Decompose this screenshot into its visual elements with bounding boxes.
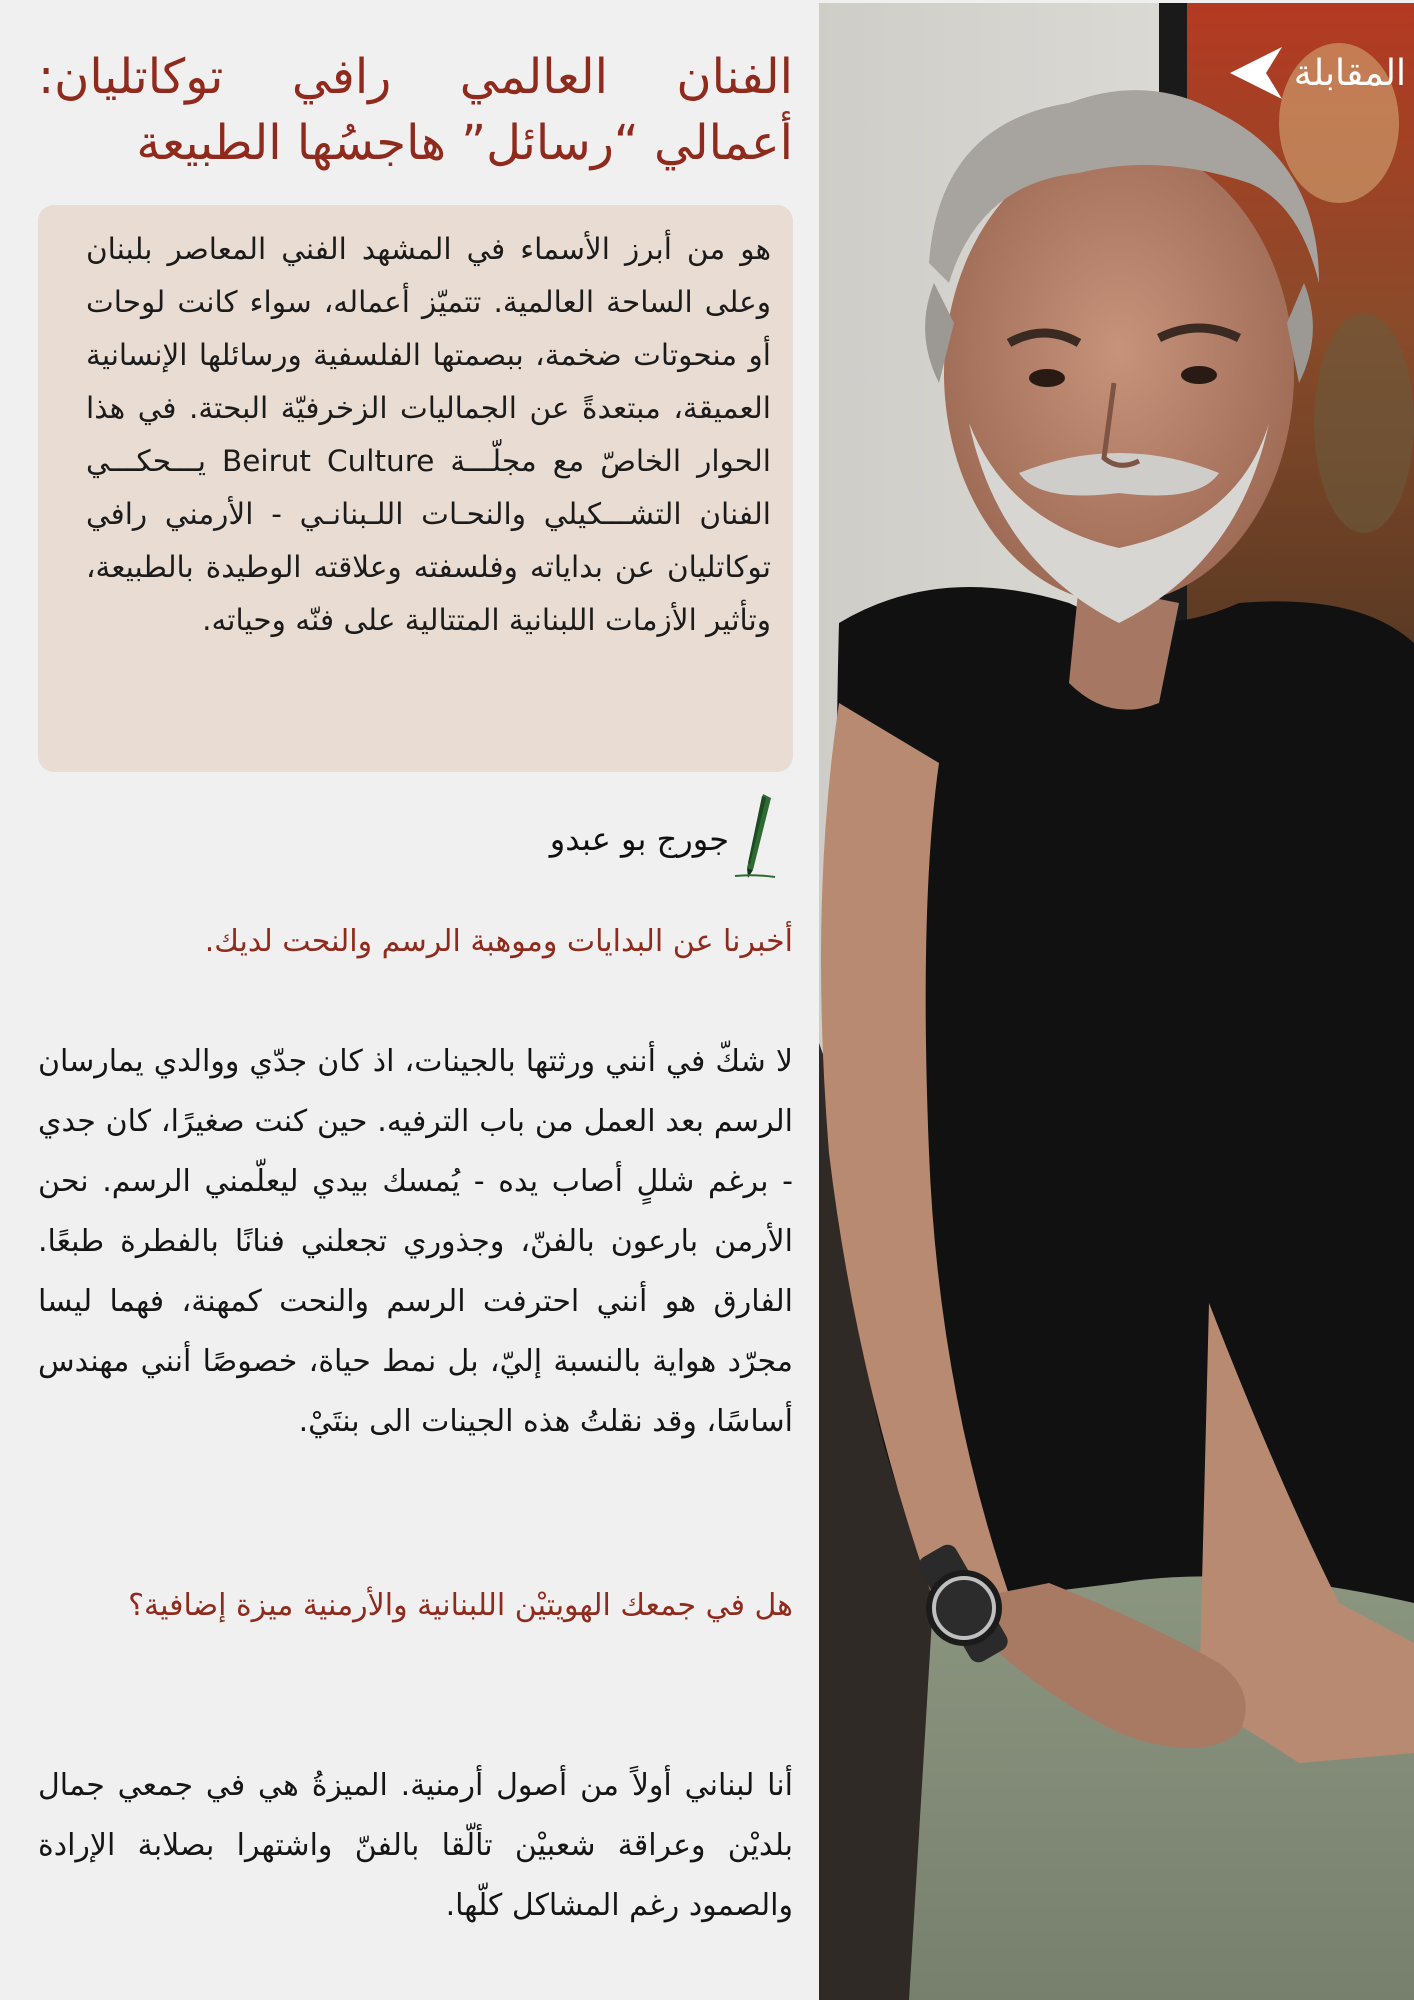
- answer-2: أنا لبناني أولاً من أصول أرمنية. الميزةُ هي في جمعي جمال بلديْن وعراقة شعبيْن تألّقا بالفنّ واشتهرا بصلابة الإرادة والصمود رغم المشاكل كلّها.: [38, 1768, 793, 1923]
- arrow-left-icon: [1226, 43, 1286, 103]
- title-line-1: الفنان العالمي رافي توكاتليان:: [38, 49, 793, 105]
- section-tag: [1226, 43, 1406, 103]
- section-tag-label: المقابلة: [1293, 52, 1406, 94]
- question-2: هل في جمعك الهويتيْن اللبنانية والأرمنية ميزة إضافية؟: [128, 1588, 793, 1623]
- portrait-illustration: [819, 3, 1414, 2000]
- article-column: [38, 0, 793, 2000]
- answer-1: لا شكّ في أنني ورثتها بالجينات، اذ كان جدّي ووالدي يمارسان الرسم بعد العمل من باب الترفيه. حين كنت صغيرًا، كان جدي - برغم شللٍ أصاب يده - يُمسك بيدي ليعلّمني الرسم. نحن الأرمن بارعون بالفنّ، وجذوري تجعلني فنانًا بالفطرة طبعًا. الفارق هو أنني احترفت الرسم والنحت كمهنة، فهما ليسا مجرّد هواية بالنسبة إليّ، بل نمط حياة، خصوصًا أنني مهندس أساسًا، وقد نقلتُ هذه الجينات الى بنتَيْ.: [38, 1044, 793, 1439]
- intro-paragraph: هو من أبرز الأسماء في المشهد الفني المعاصر بلبنان وعلى الساحة العالمية. تتميّز أعماله، سواء كانت لوحات أو منحوتات ضخمة، ببصمتها الفلسفية ورسائلها الإنسانية العميقة، مبتعدةً عن الجماليات الزخرفيّة البحتة. في هذا الحوار الخاصّ مع مجلّـــة Beirut Culture يـــحكـــي الفنان التشـــكيلي والنحـات اللـبنانـي - الأرمني رافي توكاتليان عن بداياته وفلسفته وعلاقته الوطيدة بالطبيعة، وتأثير الأزمات اللبنانية المتتالية على فنّه وحياته.: [86, 232, 771, 637]
- question-1: أخبرنا عن البدايات وموهبة الرسم والنحت لديك.: [204, 924, 793, 959]
- author-byline: [377, 790, 777, 880]
- artist-portrait: [819, 3, 1414, 2000]
- article-title: [38, 44, 793, 176]
- title-line-2: أعمالي “رسائل” هاجسُها الطبيعة: [136, 115, 793, 171]
- intro-box: [38, 205, 793, 772]
- author-name: جورج بو عبدو: [549, 820, 729, 858]
- pen-icon: [733, 790, 777, 880]
